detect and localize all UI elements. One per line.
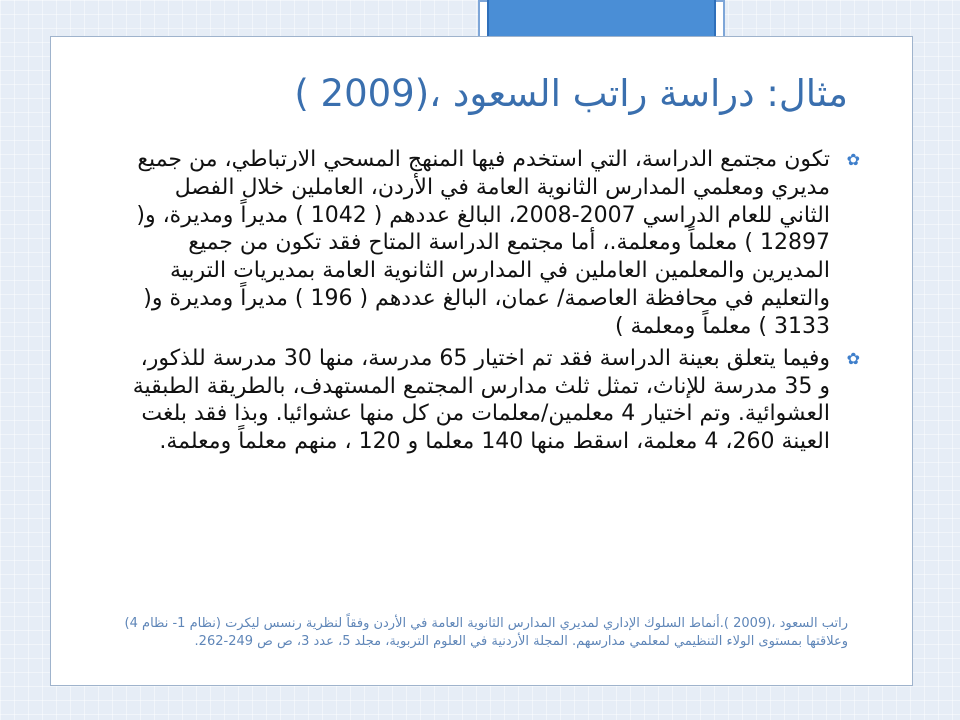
bullet-text: وفيما يتعلق بعينة الدراسة فقد تم اختيار 65 مدرسة، منها 30 مدرسة للذكور، و 35 مدرسة للإناث، تمثل ثلث مدارس المجتمع المستهدف، بالطريقة الطبقية العشوائية. وتم اختيار 4 معلمين/معلمات من كل منها عشوائيا. وبذا فقد بلغت العينة 260، 4 معلمة، اسقط منها 140 معلما و 120 ، منهم معلماً ومعلمة. [132,345,830,455]
bullet-list [130,146,860,460]
bullet-item-sample [130,345,860,456]
slide-title: مثال: دراسة راتب السعود ،(2009 ) [294,72,848,115]
citation-reference: راتب السعود ،(2009 ).أنماط السلوك الإداري لمديري المدارس الثانوية العامة في الأردن وفقاً لنظرية رنسس ليكرت (نظام 1- نظام 4) وعلاقتها بمستوى الولاء التنظيمي لمعلمي مدارسهم. المجلة الأردنية في العلوم التربوية، مجلد 5، عدد 3، ص ص 249-262. [124,616,848,649]
bullet-item-population [130,146,860,341]
bullet-flower-icon: ✿ [846,150,860,169]
bullet-text: تكون مجتمع الدراسة، التي استخدم فيها المنهج المسحي الارتباطي، من جميع مديري ومعلمي المدارس الثانوية العامة في الأردن، العاملين خلال الفصل الثاني للعام الدراسي 2007-2008، البالغ عددهم ( 1042 ) مديراً ومديرة، و( 12897 ) معلماً ومعلمة.، أما مجتمع الدراسة المتاح فقد تكون من جميع المديرين والمعلمين العاملين في المدارس الثانوية العامة بمديريات التربية والتعليم في محافظة العاصمة/ عمان، البالغ عددهم ( 196 ) مديراً ومديرة و( 3133 ) معلماً ومعلمة ) [136,147,830,339]
bullet-flower-icon: ✿ [846,348,860,368]
